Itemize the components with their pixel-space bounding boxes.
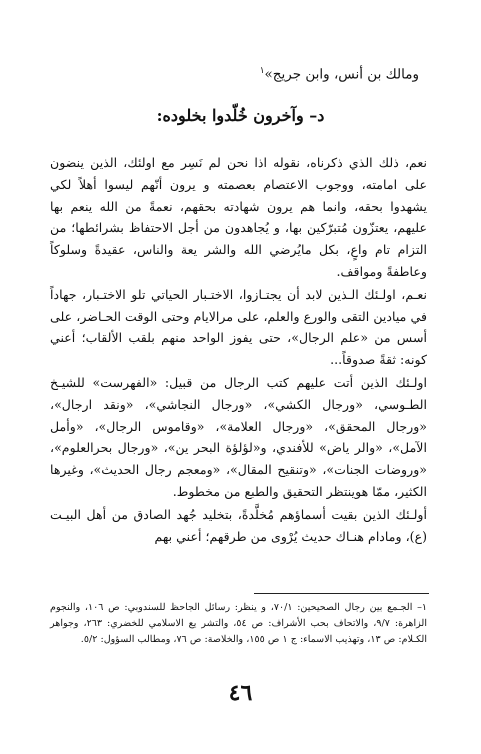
body-text (50, 152, 427, 547)
intro-line (62, 60, 419, 86)
footnote-ref[interactable]: ١ (259, 66, 265, 76)
footnote-divider (254, 593, 429, 594)
footnote: ١– الجـمع بين رجال الصحيحين: ٧٠/١، و ينظر: رسائل الجاحظ للسندوبي: ص ١٠٦، والنجوم الزاهرة: ٩/٧، والاتحاف بحب الأشراف: ص ٥٤، والتشر يع الاسلامي للخضري: ٢٦٣، وجواهر الكـلام: ص ١٣، وتهذيب الاسماء: ج ١ ص ١٥٥، والخلاصة: ص ٧٦، ومطالب السؤول: ٥/٢. (50, 602, 428, 645)
paragraph: أولـئك الذين بقيت أسماؤهم مُخلَّدةً، بتخليد جُهد الصادق من أهل البيـت (ع)، ومادام هنـاك حديث يُرْوى من طرقهم؛ أعني بهم (50, 506, 427, 544)
paragraph: نعـم، اولـئك الـذين لابد أن يجتـازوا، الاختـبار الحياتي تلو الاختـبار، جهاداً في ميادين التقى والورع والعلم، على مرالايام وحتى الوقت الحـاضر، على أسس من «علم الرجال»، حتى يفوز الواحد منهم بلقب الألقاب؛ أعني كونه: ثقةً صدوقاً... (50, 286, 427, 368)
page-number: ٤٦ (228, 680, 253, 706)
paragraph: نعم، ذلك الذي ذكرناه، نقوله اذا نحن لم نَسِر مع اولئك، الذين ينضون على امامته، ووجوب الاعتصام بعصمته و يرون أنّهم ليسوا أهلاً لكي يشهدوا بحقه، وانما هم يرون شهادته بحقهم، نعمةً من الله ينعم بها عليهم، يعتزّون مُتبرّكين بها، و يُجاهدون من أجل الاحتفاظ بشرائطها؛ من التزام تام واعٍ، بكل مايُرضي الله والشر يعة والناس، عقيدةً وسلوكاً وعاطفةً ومواقف. (50, 155, 428, 279)
paragraph: اولـئك الذين أتت عليهم كتب الرجال من قبيل: «الفهرست» للشيـخ الطـوسي، «ورجال الكشي»، «ورجال النجاشي»، «ونقد ارجال»، «ورجال المحقق»، «ورجال العلامة»، «وقاموس الرجال»، «وأمل الآمل»، «والر ياض» للأفندي، و«لؤلؤة البحر ين»، «ورجال بحرالعلوم»، «وروضات الجنات»، «وتنقيح المقال»، «ومعجم رجال الحديث»، وغيرها الكثير، ممّا هوينتظر التحقيق والطبع من مخطوط. (50, 374, 427, 499)
intro-text: ومالك بن أنس، وابن جريج» (264, 66, 419, 83)
section-heading: د– وآخرون خُلّدوا بخلوده: (156, 106, 325, 125)
